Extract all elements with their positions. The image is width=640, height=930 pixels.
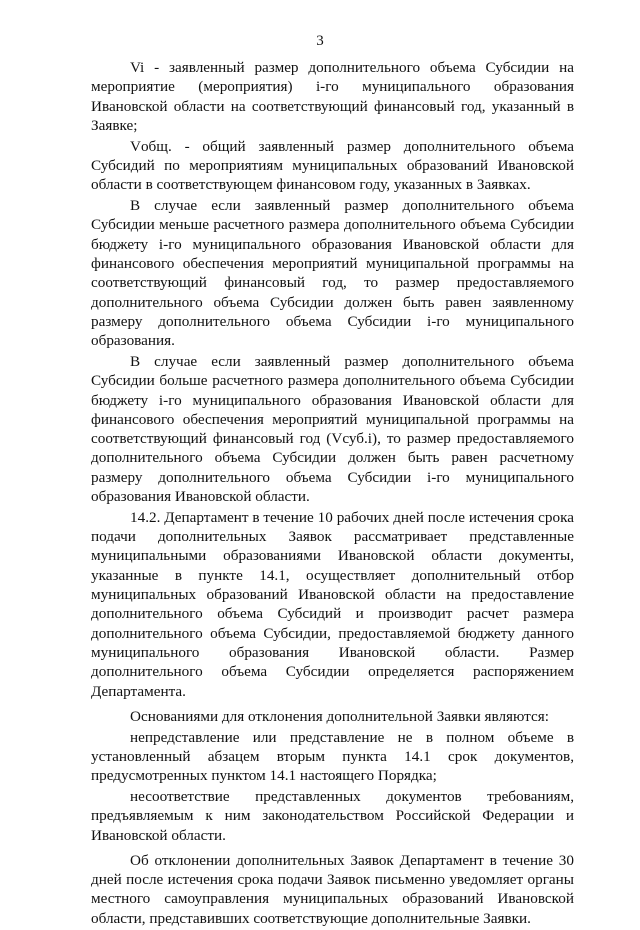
paragraph-rejection-notice: Об отклонении дополнительных Заявок Департамент в течение 30 дней после истечения срока подачи Заявок письменно уведомляет органы местного самоуправления муниципальных образований Ивановской области, представивших соответствующие дополнительные Заявки. [91,851,574,927]
document-body [91,58,574,930]
paragraph-more-than-calculated: В случае если заявленный размер дополнительного объема Субсидии больше расчетного размера дополнительного объема Субсидии бюджету i-го муниципального образования Ивановской области для финансового обеспечения мероприятий муниципальной программы на соответствующий финансовый год (Vсуб.i), то размер предоставляемого дополнительного объема Субсидии должен быть равен расчетному размеру дополнительного объема Субсидии i-го муниципального образования Ивановской области. [91,352,574,506]
paragraph-vi-definition: Vi - заявленный размер дополнительного объема Субсидии на мероприятие (мероприятия) i-го муниципального образования Ивановской области на соответствующий финансовый год, указанный в Заявке; [91,59,574,134]
paragraph-ground-nonsubmission: непредставление или представление не в полном объеме в установленный абзацем вторым пункта 14.1 срок документов, предусмотренных пунктом 14.1 настоящего Порядка; [91,728,574,785]
paragraph-rejection-grounds: Основаниями для отклонения дополнительной Заявки являются: [130,707,549,725]
paragraph-ground-noncompliance: несоответствие представленных документов требованиям, предъявляемым к ним законодательством Российской Федерации и Ивановской области. [91,787,574,844]
paragraph-less-than-calculated: В случае если заявленный размер дополнительного объема Субсидии меньше расчетного размера дополнительного объема Субсидии бюджету i-го муниципального образования Ивановской области для финансового обеспечения мероприятий муниципальной программы на соответствующий финансовый год, то размер предоставляемого дополнительного объема Субсидии должен быть равен заявленному размеру дополнительного объема Субсидии i-го муниципального образования. [91,197,574,350]
page-number: 3 [316,33,324,49]
paragraph-14-2: 14.2. Департамент в течение 10 рабочих дней после истечения срока подачи дополнительных Заявок рассматривает представленные муниципальными образованиями Ивановской области документы, указанные в пункте 14.1, осуществляет дополнительный отбор муниципальных образований Ивановской области на предоставление дополнительного объема Субсидий и производит расчет размера дополнительного объема Субсидии, предоставляемой бюджету данного муниципального образования Ивановской области. Размер дополнительного объема Субсидии определяется распоряжением Департамента. [91,508,574,700]
paragraph-vobsch-definition: Vобщ. - общий заявленный размер дополнительного объема Субсидий по мероприятиям муниципальных образований Ивановской области в соответствующем финансовом году, указанных в Заявках. [91,137,574,194]
